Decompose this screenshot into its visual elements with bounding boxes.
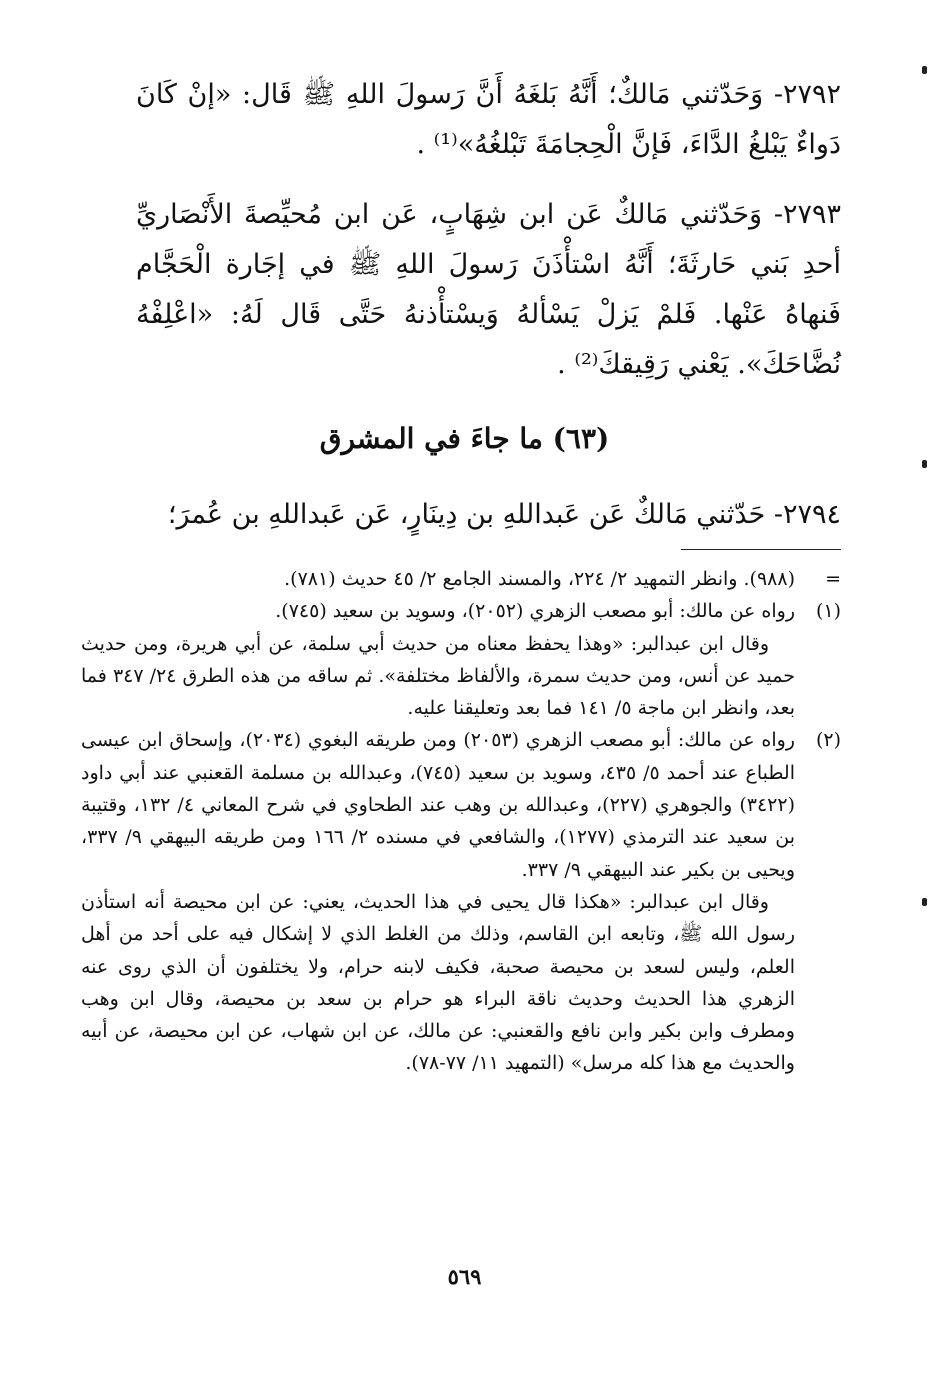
- section-heading: (٦٣) ما جاءَ في المشرق: [319, 422, 610, 455]
- page-number: ٥٦٩: [447, 1264, 482, 1289]
- hadith-2793: ٢٧٩٣- وَحَدّثني مَالكٌ عَن ابن شِهَابٍ، عَن ابن مُحيِّصةَ الأَنْصَاريِّ أحدِ بَني حَارثَةَ؛ أَنَّهُ اسْتأْذَنَ رَسولَ اللهِ ﷺ في إجَارة الْحَجَّام فَنهاهُ عَنْها. فَلمْ يَزلْ يَسْألهُ وَيسْتأْذنهُ حَتَّى قَال لَهُ: «اعْلِفْهُ نُضَّاحَكَ». يَعْني رَقِيقكَ⁽²⁾ .: [136, 199, 841, 380]
- footnote-1: [81, 595, 841, 627]
- hadith-2794: ٢٧٩٤- حَدّثني مَالكٌ عَن عَبداللهِ بن دِينَارٍ، عَن عَبداللهِ بن عُمرَ؛: [167, 499, 841, 530]
- margin-mark: [922, 66, 927, 74]
- footnote-continuation-text: (٩٨٨). وانظر التمهيد ٢/ ٢٢٤، والمسند الجامع ٢/ ٤٥ حديث (٧٨١).: [284, 568, 795, 590]
- footnote-continuation: [81, 563, 841, 595]
- footnote-1-number: (١): [815, 600, 841, 623]
- footnotes: [81, 563, 841, 1080]
- footnote-2-number: (٢): [815, 729, 841, 752]
- footnote-2-paragraph: وقال ابن عبدالبر: «هكذا قال يحيى في هذا الحديث، يعني: عن ابن محيصة أنه استأذن رسول الله ﷺ، وتابعه ابن القاسم، وذلك من الغلط الذي لا إشكال فيه على أحد من أهل العلم، وليس لسعد بن محيصة صحبة، فكيف لابنه حرام، ولا يختلفون أن الذي روى عنه الزهري هذا الحديث وحديث ناقة البراء هو حرام بن سعد بن محيصة، وقال ابن وهب ومطرف وابن بكير وابن نافع والقعنبي: عن مالك، عن ابن شهاب، عن ابن محيصة، عن أبيه والحديث مع هذا كله مرسل» (التمهيد ١١/ ٧٧-٧٨).: [81, 890, 795, 1075]
- footnote-continuation-marker: =: [825, 568, 841, 590]
- footnote-2-text: رواه عن مالك: أبو مصعب الزهري (٢٠٥٣) ومن طريقه البغوي (٢٠٣٤)، وإسحاق ابن عيسى الطباع عند أحمد ٥/ ٤٣٥، وسويد بن سعيد (٧٤٥)، وعبدالله بن مسلمة القعنبي عند أبي داود (٣٤٢٢) والجوهري (٢٢٧)، وعبدالله بن وهب عند الطحاوي في شرح المعاني ٤/ ١٣٢، وقتيبة بن سعيد عند الترمذي (١٢٧٧)، والشافعي في مسنده ٢/ ١٦٦ ومن طريقه البيهقي ٩/ ٣٣٧، ويحيى بن بكير عند البيهقي ٩/ ٣٣٧.: [81, 729, 795, 881]
- footnote-1-paragraph: وقال ابن عبدالبر: «وهذا يحفظ معناه من حديث أبي سلمة، عن أبي هريرة، ومن حديث حميد عن أنس، ومن حديث سمرة، والألفاظ مختلفة». ثم ساقه من هذه الطرق ٢٤/ ٣٤٧ فما بعد، وانظر ابن ماجة ٥/ ١٤١ فما بعد وتعليقنا عليه.: [81, 632, 795, 720]
- margin-mark: [922, 898, 927, 906]
- footnote-1-text: رواه عن مالك: أبو مصعب الزهري (٢٠٥٢)، وسويد بن سعيد (٧٤٥).: [275, 600, 795, 623]
- hadith-2792: ٢٧٩٢- وَحَدّثني مَالكٌ؛ أَنَّهُ بَلغَهُ أَنَّ رَسولَ اللهِ ﷺ قَال: «إنْ كَانَ دَواءٌ يَبْلغُ الدَّاءَ، فَإنَّ الْحِجامَةَ تَبْلغُهُ»⁽¹⁾ .: [136, 79, 841, 160]
- footnote-2: [81, 724, 841, 885]
- footnote-separator: [681, 549, 841, 550]
